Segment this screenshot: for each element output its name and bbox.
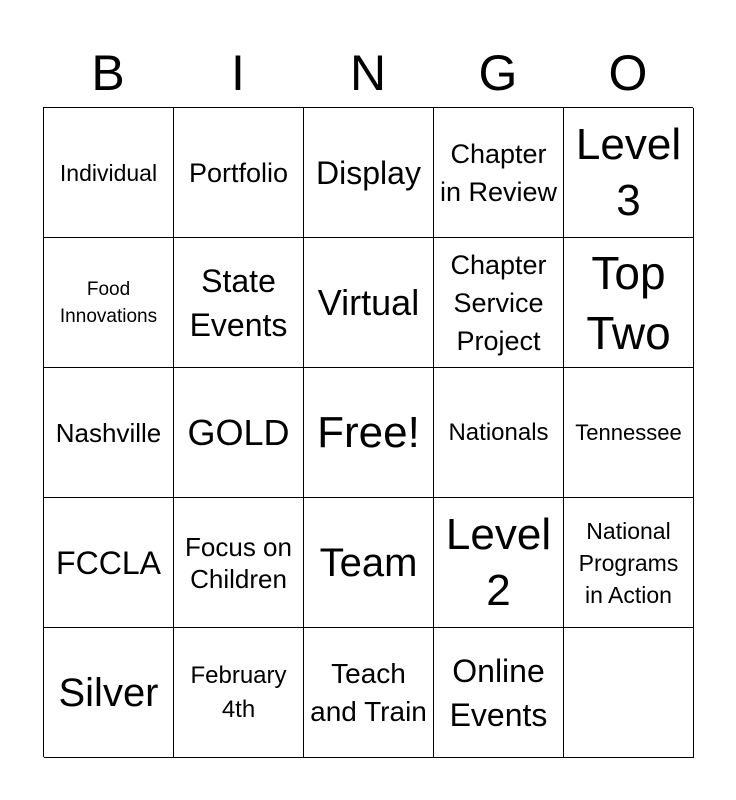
cell-text: GOLD	[187, 411, 290, 453]
cell-text: Top Two	[586, 246, 671, 359]
cell-text: Teach and Train	[310, 657, 427, 727]
cell-text: Team	[319, 540, 418, 585]
cell-text: FCCLA	[56, 544, 161, 581]
bingo-cell-r4-c1[interactable]	[44, 498, 174, 628]
cell-text: Chapter Service Project	[450, 249, 547, 356]
bingo-cell-r1-c4[interactable]	[434, 108, 564, 238]
header-letter-i: I	[231, 45, 245, 101]
bingo-cell-r5-c5[interactable]	[564, 628, 694, 758]
bingo-cell-r5-c2[interactable]	[174, 628, 304, 758]
header-letter-g: G	[478, 45, 518, 101]
bingo-cell-r5-c4[interactable]	[434, 628, 564, 758]
cell-text: Nashville	[55, 417, 162, 448]
cell-text: State Events	[189, 262, 288, 343]
bingo-cell-r2-c2[interactable]	[174, 238, 304, 368]
bingo-cell-r4-c5[interactable]	[564, 498, 694, 628]
cell-text: Tennessee	[575, 419, 682, 445]
bingo-cell-r4-c3[interactable]	[304, 498, 434, 628]
bingo-cell-r1-c3[interactable]	[304, 108, 434, 238]
cell-text: Free!	[317, 407, 420, 457]
bingo-cell-r3-c2[interactable]	[174, 368, 304, 498]
cell-text: Portfolio	[188, 157, 289, 188]
bingo-cell-r2-c5[interactable]	[564, 238, 694, 368]
bingo-cell-r2-c3[interactable]	[304, 238, 434, 368]
cell-text: Chapter in Review	[439, 138, 558, 207]
bingo-cell-r4-c4[interactable]	[434, 498, 564, 628]
bingo-board	[43, 107, 693, 757]
cell-text: Display	[316, 154, 421, 191]
cell-text: Silver	[58, 670, 159, 715]
bingo-cell-r4-c2[interactable]	[174, 498, 304, 628]
bingo-cell-r3-c3[interactable]	[304, 368, 434, 498]
header-letter-o: O	[608, 45, 648, 101]
cell-text: Focus on Children	[185, 531, 292, 594]
bingo-cell-r3-c1[interactable]	[44, 368, 174, 498]
cell-text: Online Events	[449, 652, 548, 733]
bingo-cell-r1-c1[interactable]	[44, 108, 174, 238]
cell-text: Nationals	[448, 418, 549, 446]
cell-text: Virtual	[317, 281, 420, 323]
cell-text: Individual	[59, 159, 158, 186]
bingo-cell-r2-c1[interactable]	[44, 238, 174, 368]
bingo-cell-r3-c4[interactable]	[434, 368, 564, 498]
bingo-cell-r2-c4[interactable]	[434, 238, 564, 368]
cell-text: February 4th	[190, 661, 287, 723]
cell-text: Level 2	[445, 509, 552, 615]
cell-text: Level 3	[575, 119, 682, 225]
header-letter-b: B	[91, 45, 125, 101]
bingo-cell-r3-c5[interactable]	[564, 368, 694, 498]
bingo-cell-r5-c1[interactable]	[44, 628, 174, 758]
cell-text: Food Innovations	[59, 278, 158, 327]
cell-text: National Programs in Action	[578, 517, 679, 608]
bingo-cell-r1-c5[interactable]	[564, 108, 694, 238]
bingo-cell-r1-c2[interactable]	[174, 108, 304, 238]
bingo-cell-r5-c3[interactable]	[304, 628, 434, 758]
header-letter-n: N	[349, 45, 387, 101]
bingo-header	[43, 40, 693, 106]
